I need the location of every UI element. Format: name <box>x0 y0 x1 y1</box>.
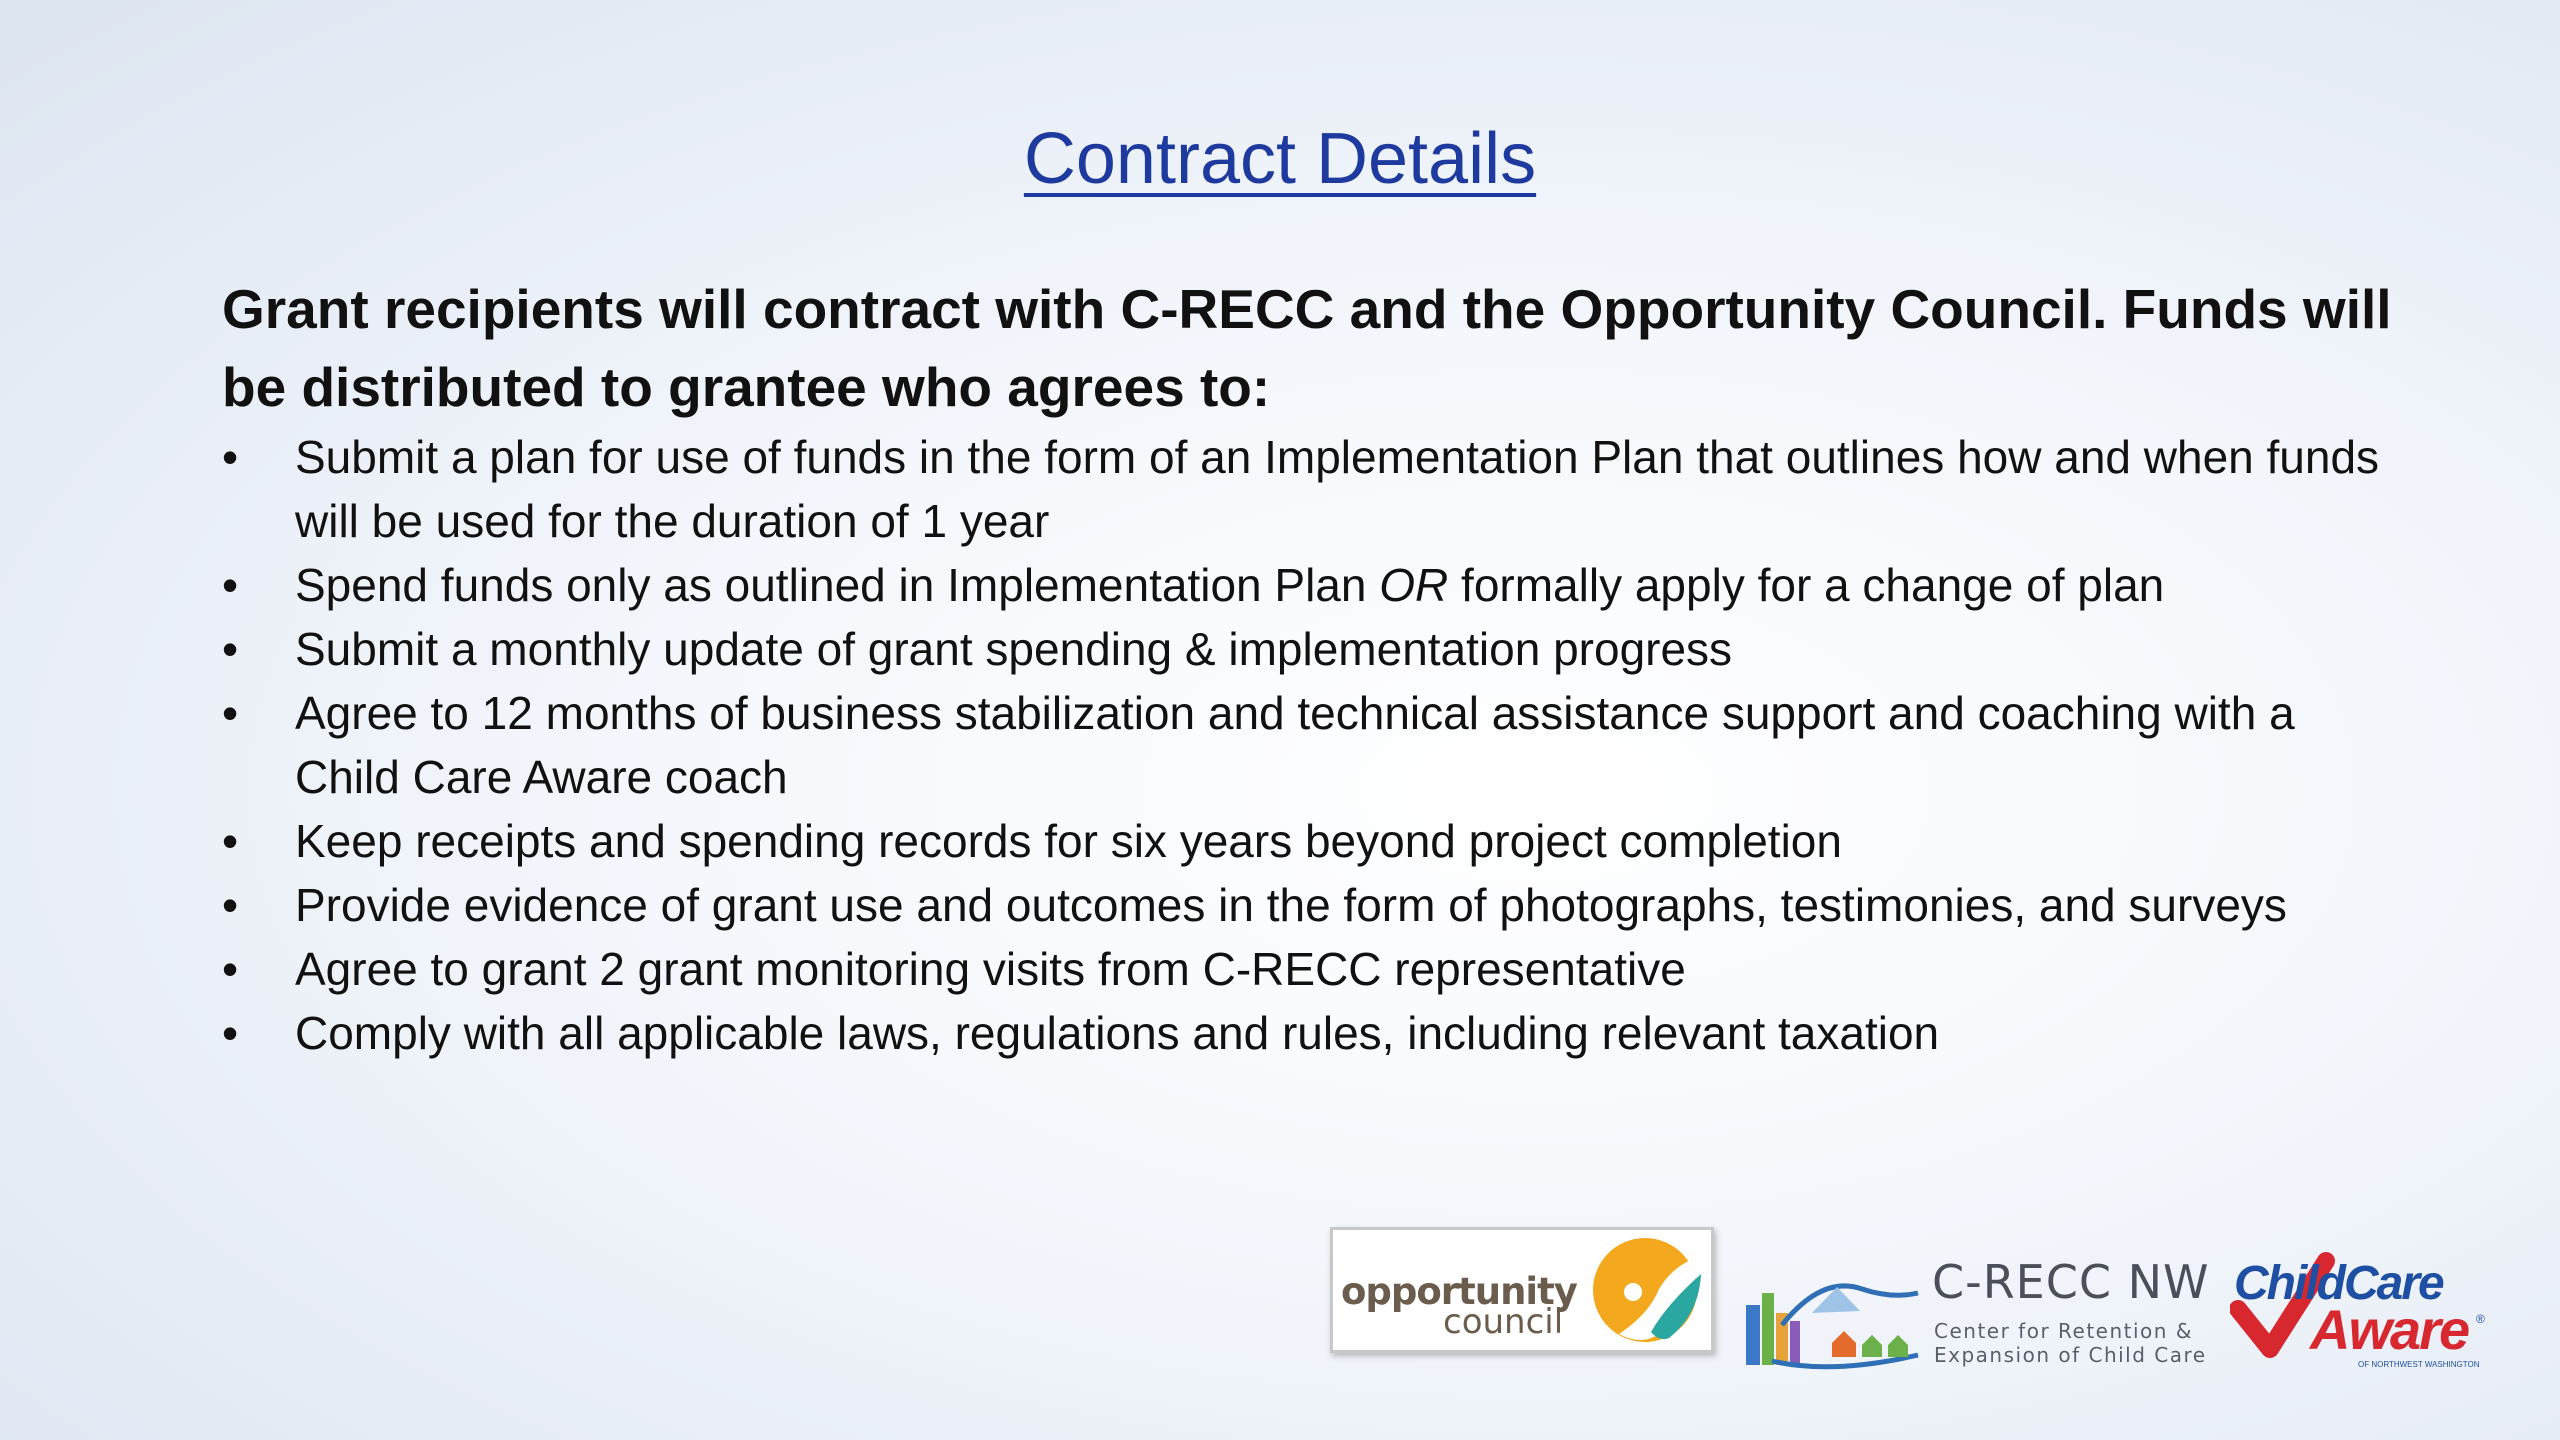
bullet-icon: • <box>222 687 239 739</box>
bullet-icon: • <box>222 559 239 611</box>
sun-icon <box>1589 1234 1707 1346</box>
bullet-icon: • <box>222 431 239 483</box>
crecc-city-icon <box>1742 1265 1922 1375</box>
list-item-text: Agree to grant 2 grant monitoring visits from C-RECC representative <box>295 943 1686 995</box>
opportunity-council-logo-line2: council <box>1443 1302 1564 1342</box>
list-item <box>222 1001 2392 1065</box>
list-item <box>222 873 2392 937</box>
list-item <box>222 425 2392 553</box>
intro-text: Grant recipients will contract with C-RECC and the Opportunity Council. Funds will be distributed to grantee who agrees to: <box>222 278 2392 418</box>
opportunity-council-logo <box>1330 1227 1714 1353</box>
list-item-text: Keep receipts and spending records for six years beyond project completion <box>295 815 1842 867</box>
requirements-list <box>222 425 2392 1065</box>
list-item-text: Provide evidence of grant use and outcomes in the form of photographs, testimonies, and surveys <box>295 879 2287 931</box>
partner-logos <box>1330 1225 2500 1375</box>
bullet-icon: • <box>222 815 239 867</box>
crecc-logo-subtitle: Center for Retention & <box>1934 1319 2193 1343</box>
list-item-text: Spend funds only as outlined in Implementation Plan <box>295 559 1367 611</box>
bullet-icon: • <box>222 623 239 675</box>
bullet-icon: • <box>222 1007 239 1059</box>
bullet-icon: • <box>222 879 239 931</box>
list-item-emphasis: OR <box>1379 559 1449 611</box>
list-item <box>222 681 2392 809</box>
list-item <box>222 809 2392 873</box>
list-item-text: Submit a monthly update of grant spending & implementation progress <box>295 623 1733 675</box>
slide-title: Contract Details <box>1023 119 1537 199</box>
svg-text:®: ® <box>2476 1312 2485 1326</box>
list-item <box>222 553 2392 617</box>
list-item-text: formally apply for a change of plan <box>1461 559 2165 611</box>
crecc-logo-title: C-RECC NW <box>1932 1255 2210 1309</box>
list-item-text: Agree to 12 months of business stabilization and technical assistance support and coaching with a Child Care Aware coach <box>295 687 2295 803</box>
list-item <box>222 937 2392 1001</box>
svg-text:ChildCare: ChildCare <box>2234 1257 2443 1310</box>
svg-text:Aware: Aware <box>2310 1298 2469 1361</box>
bullet-icon: • <box>222 943 239 995</box>
list-item-text: Comply with all applicable laws, regulations and rules, including relevant taxation <box>295 1007 1940 1059</box>
crecc-logo-subtitle: Expansion of Child Care <box>1934 1343 2207 1367</box>
svg-text:OF NORTHWEST WASHINGTON: OF NORTHWEST WASHINGTON <box>2358 1360 2480 1369</box>
list-item-text: Submit a plan for use of funds in the form of an Implementation Plan that outlines how and when funds will be used for the duration of 1 year <box>295 431 2380 547</box>
list-item <box>222 617 2392 681</box>
child-care-aware-logo <box>2230 1231 2500 1375</box>
opportunity-council-logo-line1: opportunity <box>1341 1270 1577 1313</box>
